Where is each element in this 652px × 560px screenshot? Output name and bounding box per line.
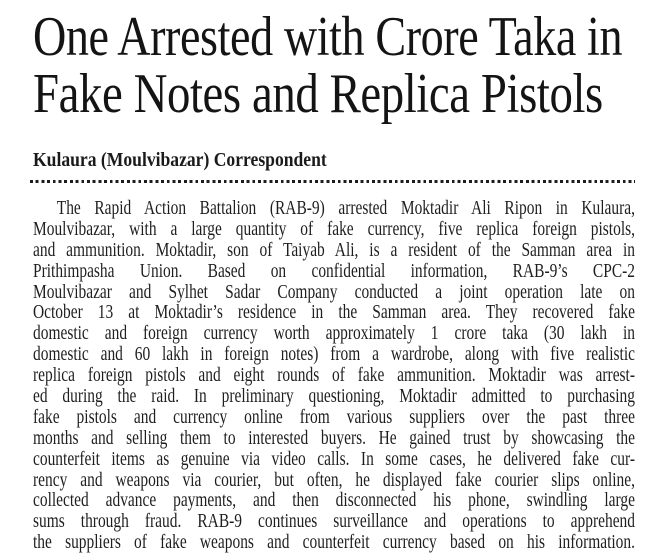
- body-line: sums through fraud. RAB-9 continues surveillance and operations to apprehend: [33, 511, 635, 533]
- body-line: collected advance payments, and then disconnected his phone, swindling large: [33, 490, 635, 512]
- body-line: The Rapid Action Battalion (RAB-9) arrested Moktadir Ali Ripon in Kulaura,: [56, 198, 635, 219]
- body-line: domestic and foreign currency worth approximately 1 crore taka (30 lakh in: [33, 323, 635, 345]
- body-line: and ammunition. Moktadir, son of Taiyab Ali, is a resident of the Samman area in: [33, 239, 635, 261]
- body-line: the suppliers of fake weapons and counterfeit currency based on his information.: [33, 532, 635, 554]
- body-line: counterfeit items as genuine via video calls. In some cases, he delivered fake cur-: [33, 448, 635, 470]
- dotted-rule-separator: [30, 180, 635, 183]
- article-body: [33, 199, 635, 554]
- body-line: Moulvibazar, with a large quantity of fake currency, five replica foreign pistols,: [33, 218, 635, 240]
- body-line: Moulvibazar and Sylhet Sadar Company conducted a joint operation late on: [33, 281, 635, 303]
- body-line: October 13 at Moktadir’s residence in the Samman area. They recovered fake: [33, 302, 635, 324]
- headline-line-2: Fake Notes and Replica Pistols: [33, 63, 603, 125]
- body-line: ed during the raid. In preliminary questioning, Moktadir admitted to purchasing: [33, 386, 635, 408]
- article-byline: [33, 150, 359, 172]
- headline-line-1: One Arrested with Crore Taka in: [33, 6, 623, 68]
- body-line: domestic and 60 lakh in foreign notes) from a wardrobe, along with five realistic: [33, 344, 635, 366]
- article-headline: [33, 6, 652, 125]
- body-line: replica foreign pistols and eight rounds of fake ammunition. Moktadir was arrest-: [33, 365, 635, 387]
- body-line: rency and weapons via courier, but often, he displayed fake courier slips online,: [33, 469, 635, 491]
- body-line: months and selling them to interested buyers. He gained trust by showcasing the: [33, 427, 635, 449]
- byline-text: Kulaura (Moulvibazar) Correspondent: [33, 150, 327, 171]
- body-line: fake pistols and currency online from various suppliers over the past three: [33, 406, 635, 428]
- body-line: Prithimpasha Union. Based on confidential information, RAB-9’s CPC-2: [33, 260, 635, 282]
